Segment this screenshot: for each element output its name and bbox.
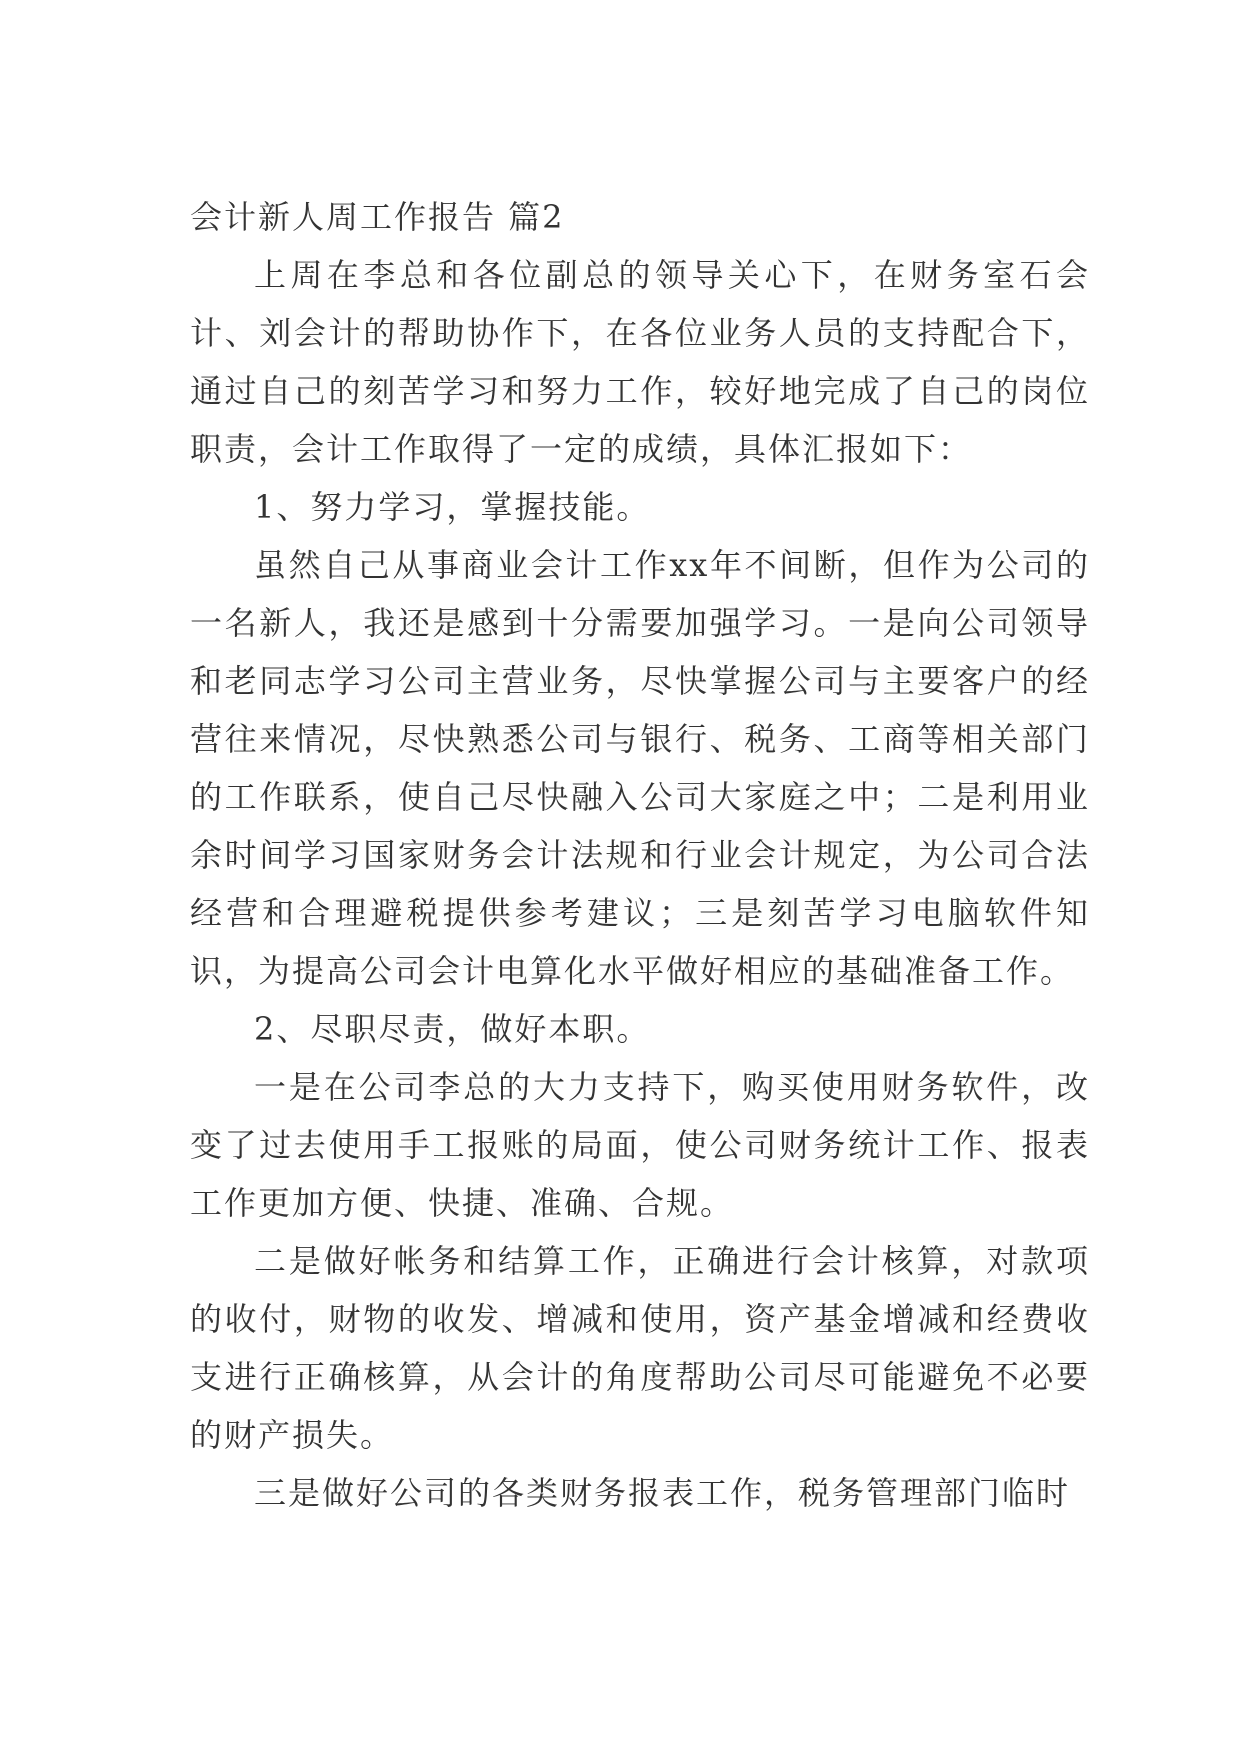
section-heading-1: 1、努力学习，掌握技能。 — [254, 488, 651, 526]
paragraph-reports: 三是做好公司的各类财务报表工作，税务管理部门临时 — [254, 1474, 1071, 1512]
section-heading-2: 2、尽职尽责，做好本职。 — [254, 1010, 651, 1048]
paragraph-accounting: 二是做好帐务和结算工作，正确进行会计核算，对款项的收付，财物的收发、增减和使用，资产基金增减和经费收支进行正确核算，从会计的角度帮助公司尽可能避免不必要的财产损失。 — [190, 1242, 1090, 1454]
paragraph-study: 虽然自己从事商业会计工作xx年不间断，但作为公司的一名新人，我还是感到十分需要加强学习。一是向公司领导和老同志学习公司主营业务，尽快掌握公司与主要客户的经营往来情况，尽快熟悉公司与银行、税务、工商等相关部门的工作联系，使自己尽快融入公司大家庭之中；二是利用业余时间学习国家财务会计法规和行业会计规定，为公司合法经营和合理避税提供参考建议；三是刻苦学习电脑软件知识，为提高公司会计电算化水平做好相应的基础准备工作。 — [190, 546, 1090, 990]
document-body — [190, 188, 1090, 1522]
paragraph-intro: 上周在李总和各位副总的领导关心下，在财务室石会计、刘会计的帮助协作下，在各位业务人员的支持配合下，通过自己的刻苦学习和努力工作，较好地完成了自己的岗位职责，会计工作取得了一定的成绩，具体汇报如下： — [190, 256, 1090, 468]
paragraph-software: 一是在公司李总的大力支持下，购买使用财务软件，改变了过去使用手工报账的局面，使公司财务统计工作、报表工作更加方便、快捷、准确、合规。 — [190, 1068, 1090, 1222]
document-title: 会计新人周工作报告 篇2 — [190, 198, 565, 236]
